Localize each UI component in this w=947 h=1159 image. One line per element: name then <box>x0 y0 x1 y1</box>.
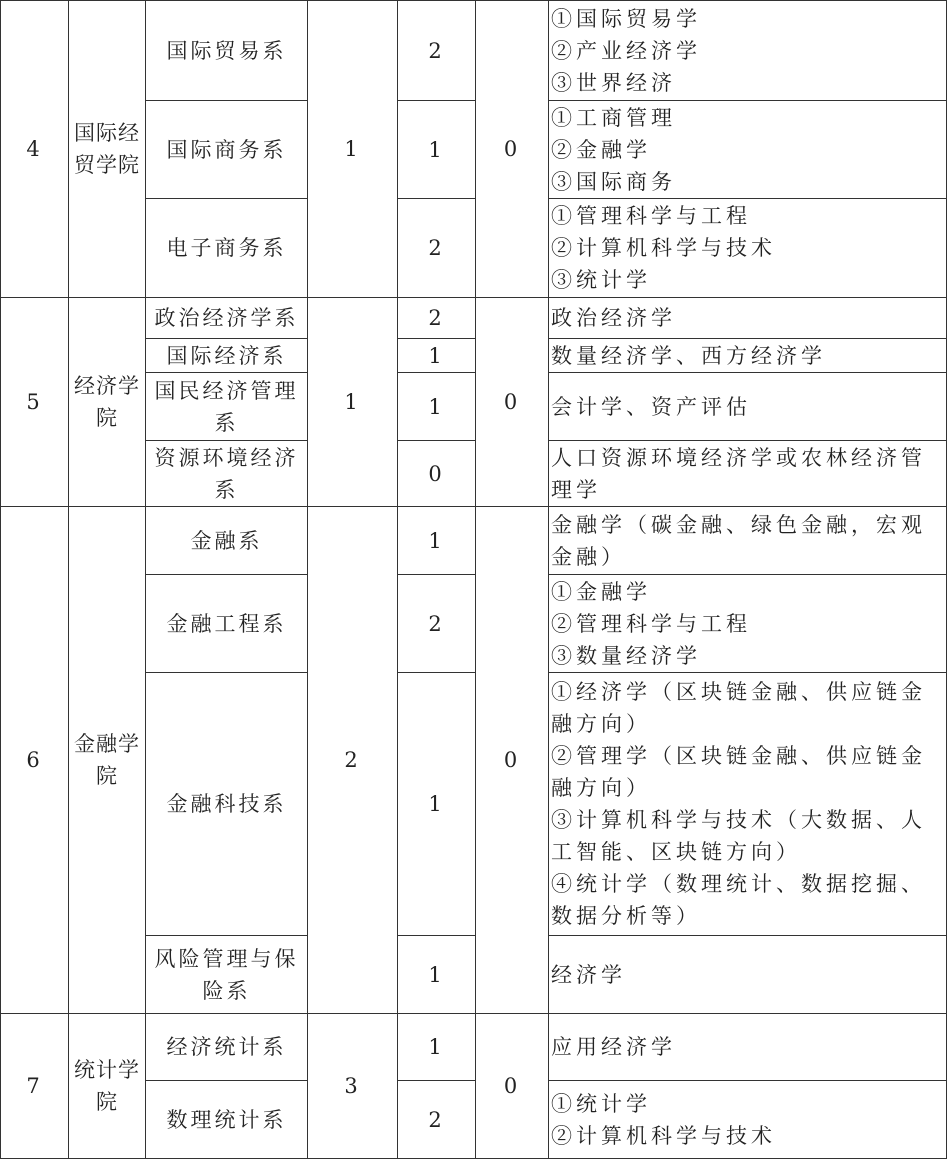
department-quota: 1 <box>398 339 476 373</box>
majors-cell <box>549 373 947 441</box>
major-item: 经济学 <box>551 962 626 987</box>
major-item: ③世界经济 <box>551 70 676 95</box>
major-item: ①国际贸易学 <box>551 6 701 31</box>
department-name: 国际商务系 <box>146 101 308 199</box>
row-number: 5 <box>1 298 69 507</box>
major-item: 数量经济学、西方经济学 <box>551 343 826 368</box>
major-item: ②管理科学与工程 <box>551 611 751 636</box>
majors-cell <box>549 673 947 936</box>
majors-cell <box>549 339 947 373</box>
quota-cell: 2 <box>308 507 398 1014</box>
major-item: ②产业经济学 <box>551 38 701 63</box>
department-name: 政治经济学系 <box>146 298 308 339</box>
department-quota: 1 <box>398 936 476 1014</box>
major-item: 应用经济学 <box>551 1035 676 1059</box>
major-item: ①管理科学与工程 <box>551 204 751 228</box>
college-name: 国际经贸学院 <box>69 1 146 298</box>
majors-cell <box>549 441 947 507</box>
table-row <box>1 1 947 101</box>
major-item: ①统计学 <box>551 1091 651 1116</box>
majors-cell <box>549 1014 947 1081</box>
department-name: 国民经济管理系 <box>146 373 308 441</box>
department-name: 经济统计系 <box>146 1014 308 1081</box>
quota-cell: 1 <box>308 1 398 298</box>
department-quota: 2 <box>398 1081 476 1159</box>
major-item: ②计算机科学与技术 <box>551 236 776 260</box>
major-item: ③统计学 <box>551 268 651 292</box>
department-name: 金融系 <box>146 507 308 575</box>
college-name: 经济学院 <box>69 298 146 507</box>
department-quota: 1 <box>398 373 476 441</box>
department-name: 金融科技系 <box>146 673 308 936</box>
majors-cell <box>549 101 947 199</box>
department-name: 国际贸易系 <box>146 1 308 101</box>
department-name: 数理统计系 <box>146 1081 308 1159</box>
department-name: 电子商务系 <box>146 199 308 298</box>
row-number: 4 <box>1 1 69 298</box>
department-quota: 1 <box>398 101 476 199</box>
major-item: 人口资源环境经济学或农林经济管理学 <box>551 445 926 502</box>
department-name: 金融工程系 <box>146 575 308 673</box>
major-item: 金融学（碳金融、绿色金融，宏观金融） <box>551 512 926 569</box>
quota-cell-2: 0 <box>476 1 549 298</box>
majors-cell <box>549 1 947 101</box>
major-item: ①金融学 <box>551 579 651 604</box>
majors-cell <box>549 575 947 673</box>
quota-cell: 1 <box>308 298 398 507</box>
table-row <box>1 1014 947 1081</box>
department-quota: 2 <box>398 298 476 339</box>
major-item: 会计学、资产评估 <box>551 394 751 419</box>
major-item: 政治经济学 <box>551 306 676 330</box>
department-quota: 1 <box>398 673 476 936</box>
majors-cell <box>549 199 947 298</box>
major-item: ②计算机科学与技术 <box>551 1123 776 1148</box>
department-quota: 0 <box>398 441 476 507</box>
table-row <box>1 298 947 339</box>
quota-cell: 3 <box>308 1014 398 1159</box>
major-item: ③计算机科学与技术（大数据、人工智能、区块链方向） <box>551 808 926 864</box>
major-item: ①工商管理 <box>551 105 676 130</box>
department-quota: 2 <box>398 199 476 298</box>
major-item: ③国际商务 <box>551 169 676 194</box>
row-number: 7 <box>1 1014 69 1159</box>
quota-cell-2: 0 <box>476 507 549 1014</box>
major-item: ②管理学（区块链金融、供应链金融方向） <box>551 744 926 800</box>
majors-cell <box>549 1081 947 1159</box>
department-quota: 2 <box>398 1 476 101</box>
majors-cell <box>549 507 947 575</box>
department-quota: 1 <box>398 507 476 575</box>
college-name: 金融学院 <box>69 507 146 1014</box>
department-name: 国际经济系 <box>146 339 308 373</box>
major-item: ②金融学 <box>551 137 651 162</box>
major-item: ③数量经济学 <box>551 643 701 668</box>
major-item: ①经济学（区块链金融、供应链金融方向） <box>551 680 926 736</box>
department-quota: 1 <box>398 1014 476 1081</box>
quota-cell-2: 0 <box>476 298 549 507</box>
department-name: 风险管理与保险系 <box>146 936 308 1014</box>
row-number: 6 <box>1 507 69 1014</box>
majors-cell <box>549 936 947 1014</box>
department-name: 资源环境经济系 <box>146 441 308 507</box>
major-item: ④统计学（数理统计、数据挖掘、数据分析等） <box>551 872 926 928</box>
college-name: 统计学院 <box>69 1014 146 1159</box>
quota-cell-2: 0 <box>476 1014 549 1159</box>
department-quota: 2 <box>398 575 476 673</box>
majors-cell <box>549 298 947 339</box>
table-row <box>1 507 947 575</box>
